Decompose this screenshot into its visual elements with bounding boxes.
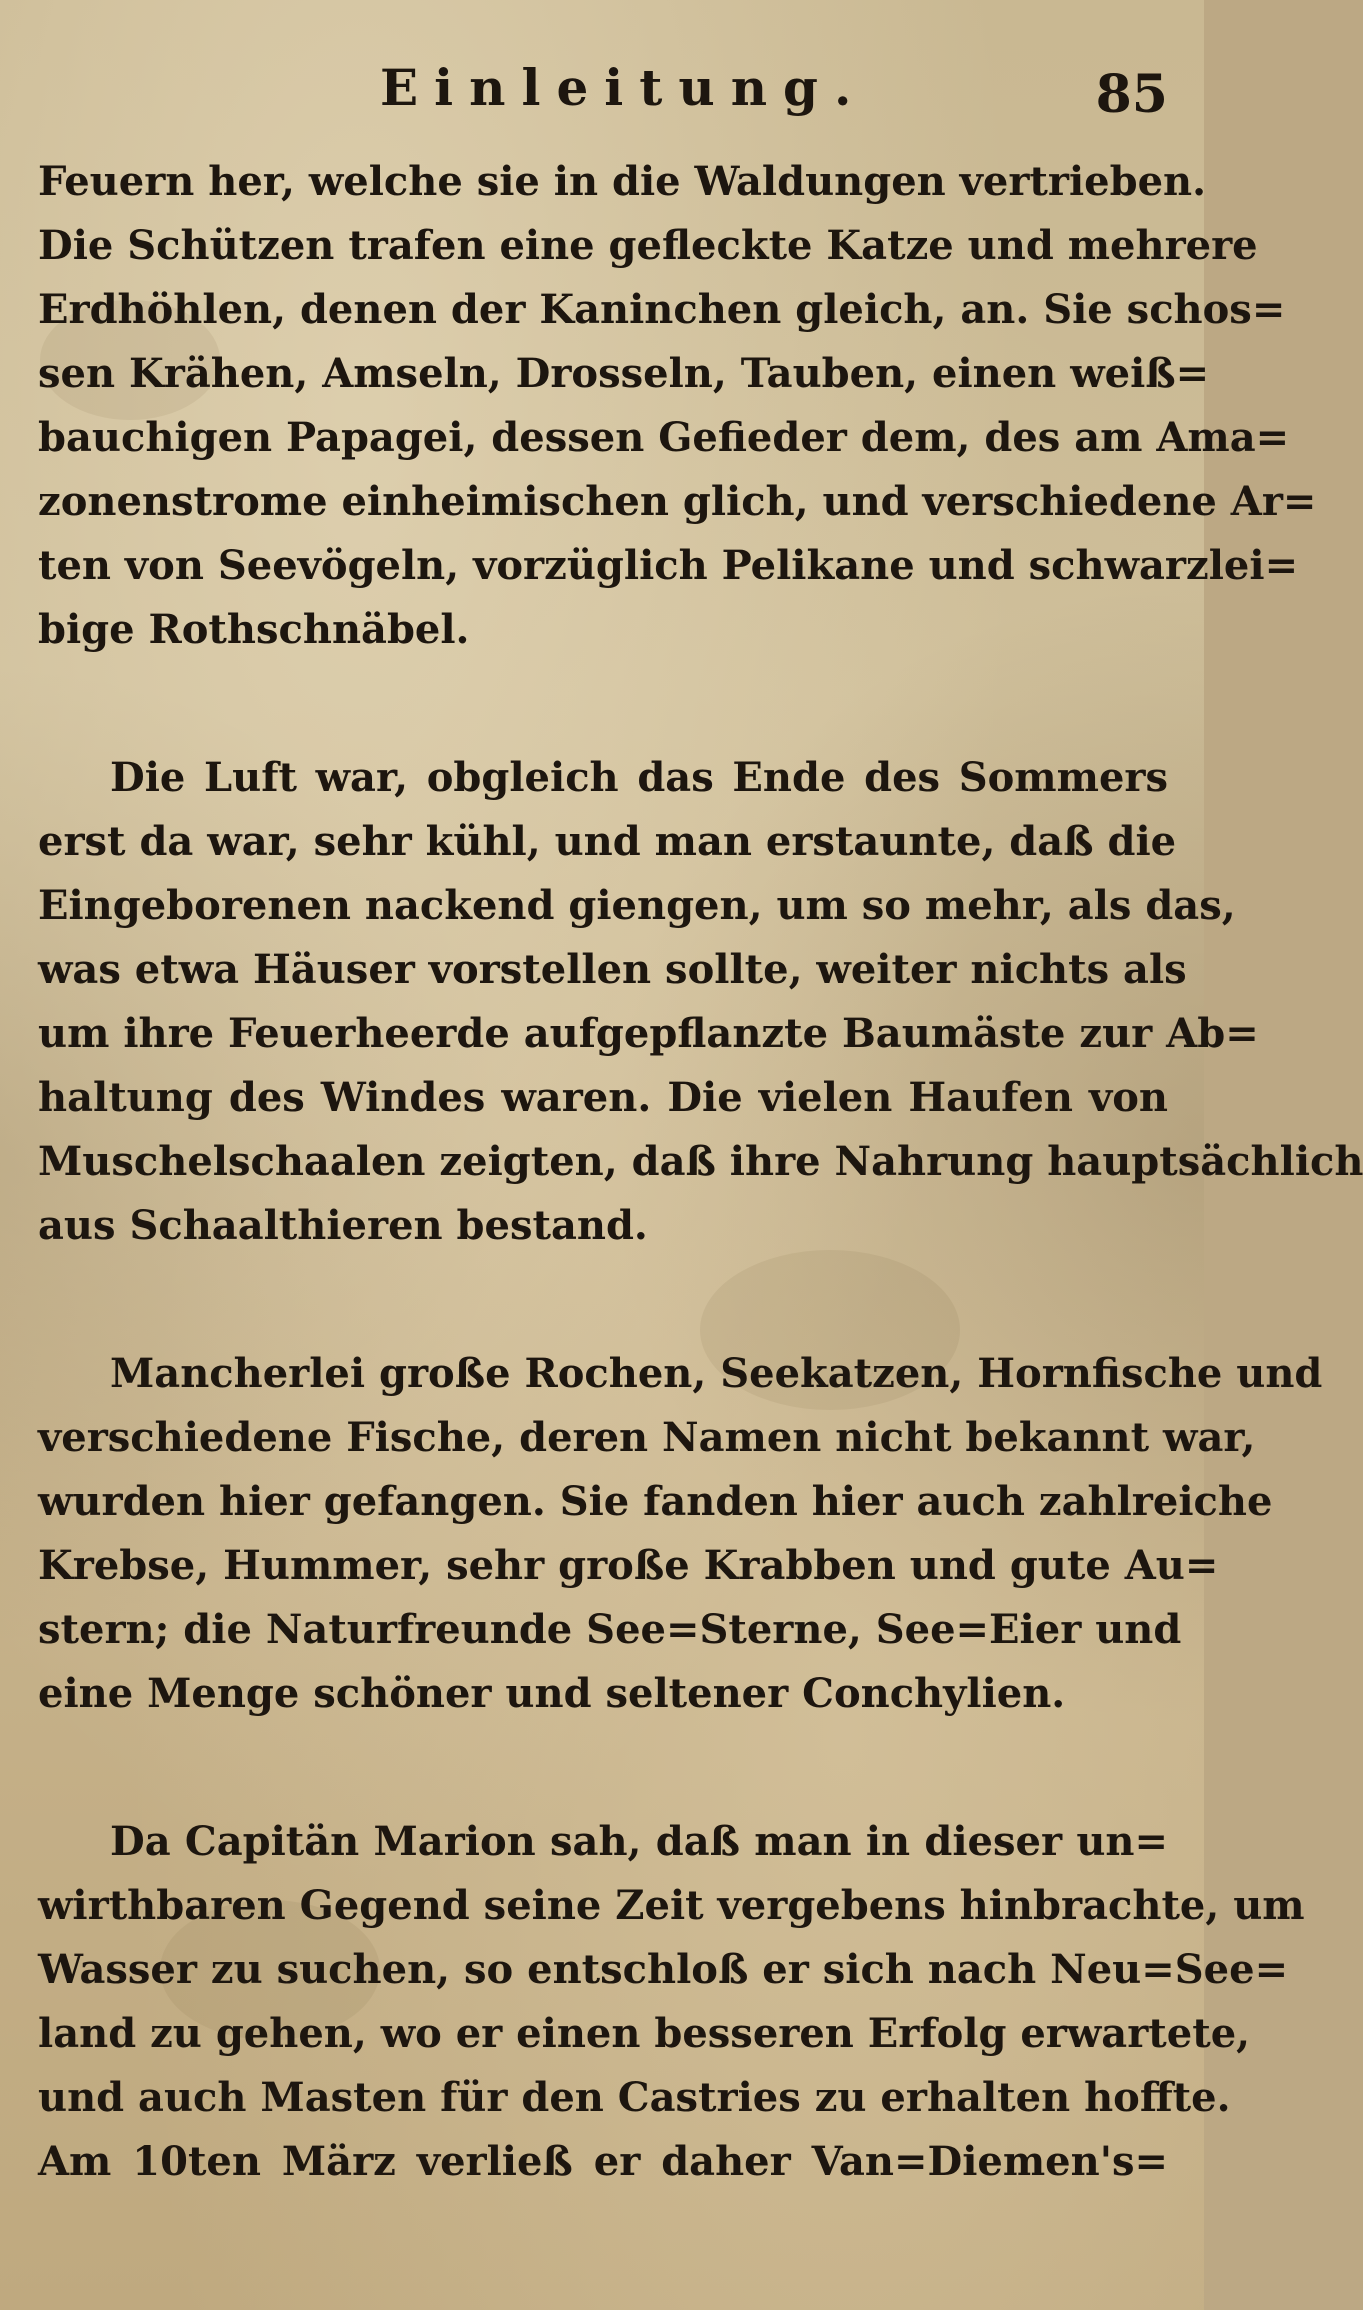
text-line: land zu gehen, wo er einen besseren Erfolg erwartete, [38, 2010, 1251, 2057]
running-title: Einleitung. [380, 58, 868, 117]
text-line: Da Capitän Marion sah, daß man in dieser un= [110, 1818, 1168, 1865]
paragraph [38, 1342, 1323, 1726]
text-line: Am 10ten März verließ er daher Van=Diemen's= [38, 2138, 1168, 2185]
text-line: was etwa Häuser vorstellen sollte, weiter nichts als [38, 946, 1187, 993]
body-text [38, 150, 1363, 2194]
text-line: ten von Seevögeln, vorzüglich Pelikane und schwarzlei= [38, 542, 1299, 589]
paragraph [38, 1810, 1305, 2194]
text-line: und auch Masten für den Castries zu erhalten hoffte. [38, 2074, 1231, 2121]
text-line: haltung des Windes waren. Die vielen Haufen von [38, 1074, 1168, 1121]
text-line: Die Luft war, obgleich das Ende des Sommers [110, 754, 1168, 801]
text-line: bige Rothschnäbel. [38, 606, 470, 653]
text-line: stern; die Naturfreunde See=Sterne, See=Eier und [38, 1606, 1182, 1653]
paragraph [38, 150, 1317, 662]
text-line: Feuern her, welche sie in die Waldungen vertrieben. [38, 158, 1207, 205]
text-line: zonenstrome einheimischen glich, und verschiedene Ar= [38, 478, 1317, 525]
text-line: Erdhöhlen, denen der Kaninchen gleich, an. Sie schos= [38, 286, 1286, 333]
text-line: sen Krähen, Amseln, Drosseln, Tauben, einen weiß= [38, 350, 1210, 397]
text-line: eine Menge schöner und seltener Conchylien. [38, 1670, 1066, 1717]
paragraph [38, 746, 1363, 1258]
text-line: bauchigen Papagei, dessen Gefieder dem, des am Ama= [38, 414, 1290, 461]
page-header [0, 58, 1204, 128]
text-line: Die Schützen trafen eine gefleckte Katze und mehrere [38, 222, 1258, 269]
text-line: Mancherlei große Rochen, Seekatzen, Hornfische und [110, 1350, 1323, 1397]
text-line: wirthbaren Gegend seine Zeit vergebens hinbrachte, um [38, 1882, 1305, 1929]
text-line: Krebse, Hummer, sehr große Krabben und gute Au= [38, 1542, 1219, 1589]
text-line: aus Schaalthieren bestand. [38, 1202, 648, 1249]
text-line: erst da war, sehr kühl, und man erstaunte, daß die [38, 818, 1177, 865]
text-line: wurden hier gefangen. Sie fanden hier auch zahlreiche [38, 1478, 1273, 1525]
text-line: um ihre Feuerheerde aufgepflanzte Baumäste zur Ab= [38, 1010, 1259, 1057]
text-line: Muschelschaalen zeigten, daß ihre Nahrung hauptsächlich [38, 1138, 1363, 1185]
page-number: 85 [1095, 64, 1168, 125]
text-line: Eingeborenen nackend giengen, um so mehr, als das, [38, 882, 1236, 929]
text-line: Wasser zu suchen, so entschloß er sich nach Neu=See= [38, 1946, 1289, 1993]
text-line: verschiedene Fische, deren Namen nicht bekannt war, [38, 1414, 1256, 1461]
